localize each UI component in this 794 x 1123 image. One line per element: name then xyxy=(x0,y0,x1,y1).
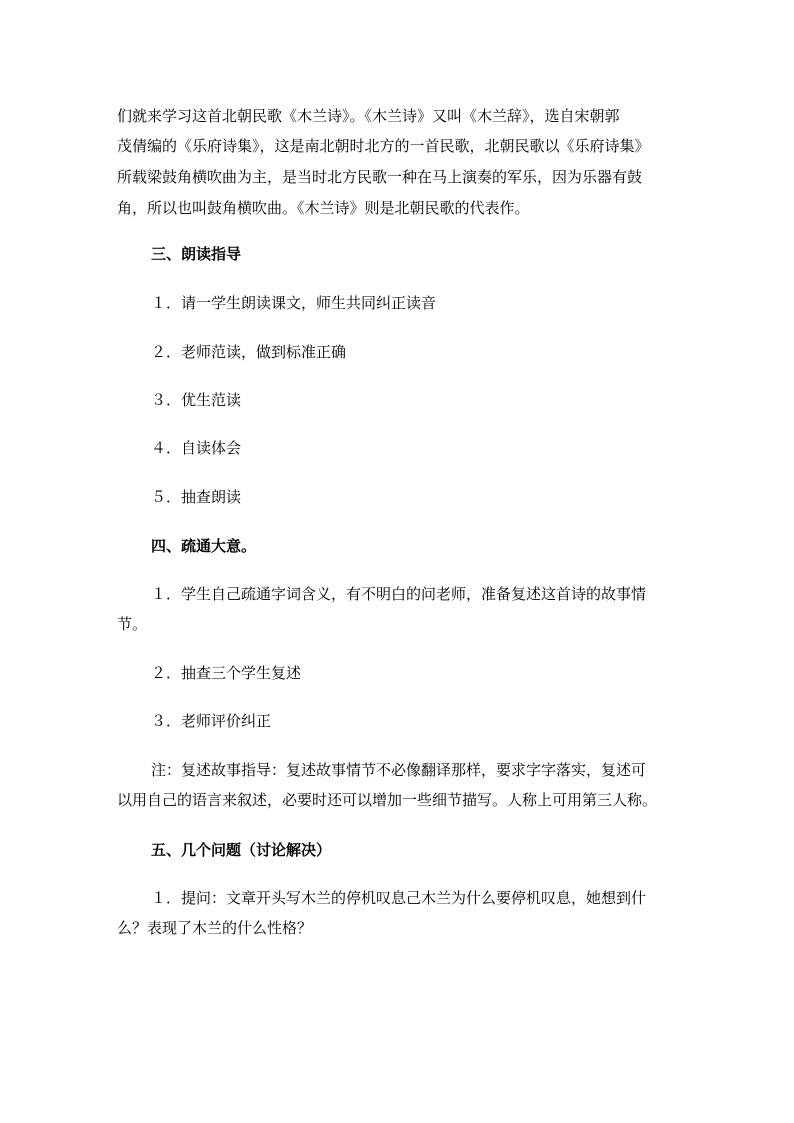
list-item: １．学生自己疏通字词含义，有不明白的问老师，准备复述这首诗的故事情 xyxy=(151,585,647,603)
section-4-heading: 四、疏通大意。 xyxy=(151,537,257,555)
section-3-heading: 三、朗读指导 xyxy=(151,245,242,263)
list-item: １．请一学生朗读课文，师生共同纠正读音 xyxy=(151,294,437,312)
intro-line-2: 茂倩编的《乐府诗集》，这是南北朝时北方的一首民歌，北朝民歌以《乐府诗集》 xyxy=(117,137,650,155)
list-item: ３．优生范读 xyxy=(151,391,242,409)
question-line-2: 么？表现了木兰的什么性格？ xyxy=(117,919,313,937)
list-item: ３．老师评价纠正 xyxy=(151,712,272,730)
section-5-heading: 五、几个问题（讨论解决） xyxy=(151,841,332,859)
question-line-1: １．提问：文章开头写木兰的停机叹息己木兰为什么要停机叹息，她想到什 xyxy=(151,889,647,907)
intro-line-3: 所载梁鼓角横吹曲为主，是当时北方民歌一种在马上演奏的军乐，因为乐器有鼓 xyxy=(117,168,643,186)
list-item-continuation: 节。 xyxy=(117,615,148,633)
list-item: ２．老师范读，做到标准正确 xyxy=(151,343,347,361)
list-item: ２．抽查三个学生复述 xyxy=(151,664,302,682)
intro-line-4: 角，所以也叫鼓角横吹曲。《木兰诗》则是北朝民歌的代表作。 xyxy=(117,199,530,217)
list-item: ４．自读体会 xyxy=(151,439,242,457)
intro-line-1: 们就来学习这首北朝民歌《木兰诗》。《木兰诗》又叫《木兰辞》，选自宋朝郭 xyxy=(117,107,620,125)
note-line-2: 以用自己的语言来叙述，必要时还可以增加一些细节描写。人称上可用第三人称。 xyxy=(117,791,658,809)
note-line-1: 注：复述故事指导：复述故事情节不必像翻译那样，要求字字落实，复述可 xyxy=(151,761,647,779)
list-item: ５．抽查朗读 xyxy=(151,488,242,506)
